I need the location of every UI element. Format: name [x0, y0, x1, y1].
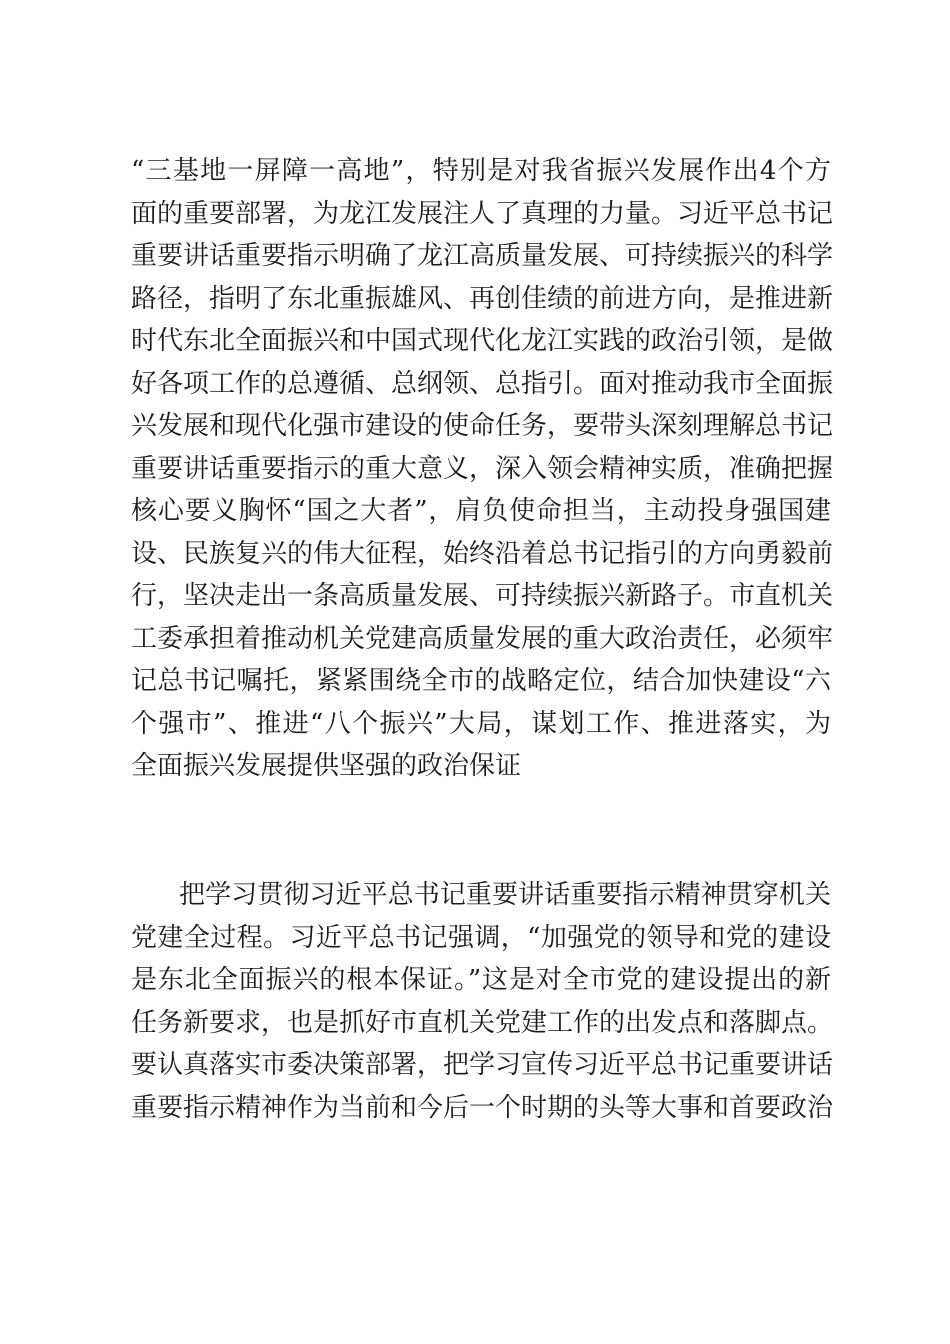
text-line: 重要讲话重要指示明确了龙江高质量发展、可持续振兴的科学	[131, 241, 834, 271]
text-line: “三基地一屏障一高地”，特别是对我省振兴发展作出4个方	[131, 156, 831, 186]
text-line: 是东北全面振兴的根本保证。”这是对全市党的建设提出的新	[131, 965, 831, 995]
text-line: 时代东北全面振兴和中国式现代化龙江实践的政治引领，是做	[131, 326, 834, 356]
text-line: 重要讲话重要指示的重大意义，深入领会精神实质，准确把握	[131, 453, 834, 484]
paragraph-1	[131, 150, 834, 788]
paragraph-2	[131, 874, 834, 1129]
text-line: 任务新要求，也是抓好市直机关党建工作的出发点和落脚点。	[131, 1007, 834, 1038]
text-line: 核心要义胸怀“国之大者”，肩负使命担当，主动投身强国建	[131, 496, 831, 526]
text-line: 把学习贯彻习近平总书记重要讲话重要指示精神贯穿机关	[179, 880, 831, 910]
text-line: 全面振兴发展提供坚强的政治保证	[131, 751, 522, 781]
text-line: 党建全过程。习近平总书记强调，“加强党的领导和党的建设	[131, 922, 831, 953]
text-line: 设、民族复兴的伟大征程，始终沿着总书记指引的方向勇毅前	[131, 538, 834, 569]
text-line: 面的重要部署，为龙江发展注人了真理的力量。习近平总书记	[131, 198, 834, 229]
text-line: 路径，指明了东北重振雄风、再创佳绩的前进方向，是推进新	[131, 283, 834, 314]
text-line: 重要指示精神作为当前和今后一个时期的头等大事和首要政治	[131, 1092, 834, 1123]
text-line: 工委承担着推动机关党建高质量发展的重大政治责任，必须牢	[131, 623, 834, 654]
text-line: 兴发展和现代化强市建设的使命任务，要带头深刻理解总书记	[131, 411, 834, 441]
text-line: 好各项工作的总遵循、总纲领、总指引。面对推动我市全面振	[131, 368, 834, 399]
text-line: 个强市”、推进“八个振兴”大局，谋划工作、推进落实，为	[131, 708, 831, 739]
text-line: 记总书记嘱托，紧紧围绕全市的战略定位，结合加快建设“六	[131, 666, 831, 696]
text-line: 行，坚决走出一条高质量发展、可持续振兴新路子。市直机关	[131, 581, 834, 611]
text-line: 要认真落实市委决策部署，把学习宣传习近平总书记重要讲话	[131, 1050, 834, 1080]
